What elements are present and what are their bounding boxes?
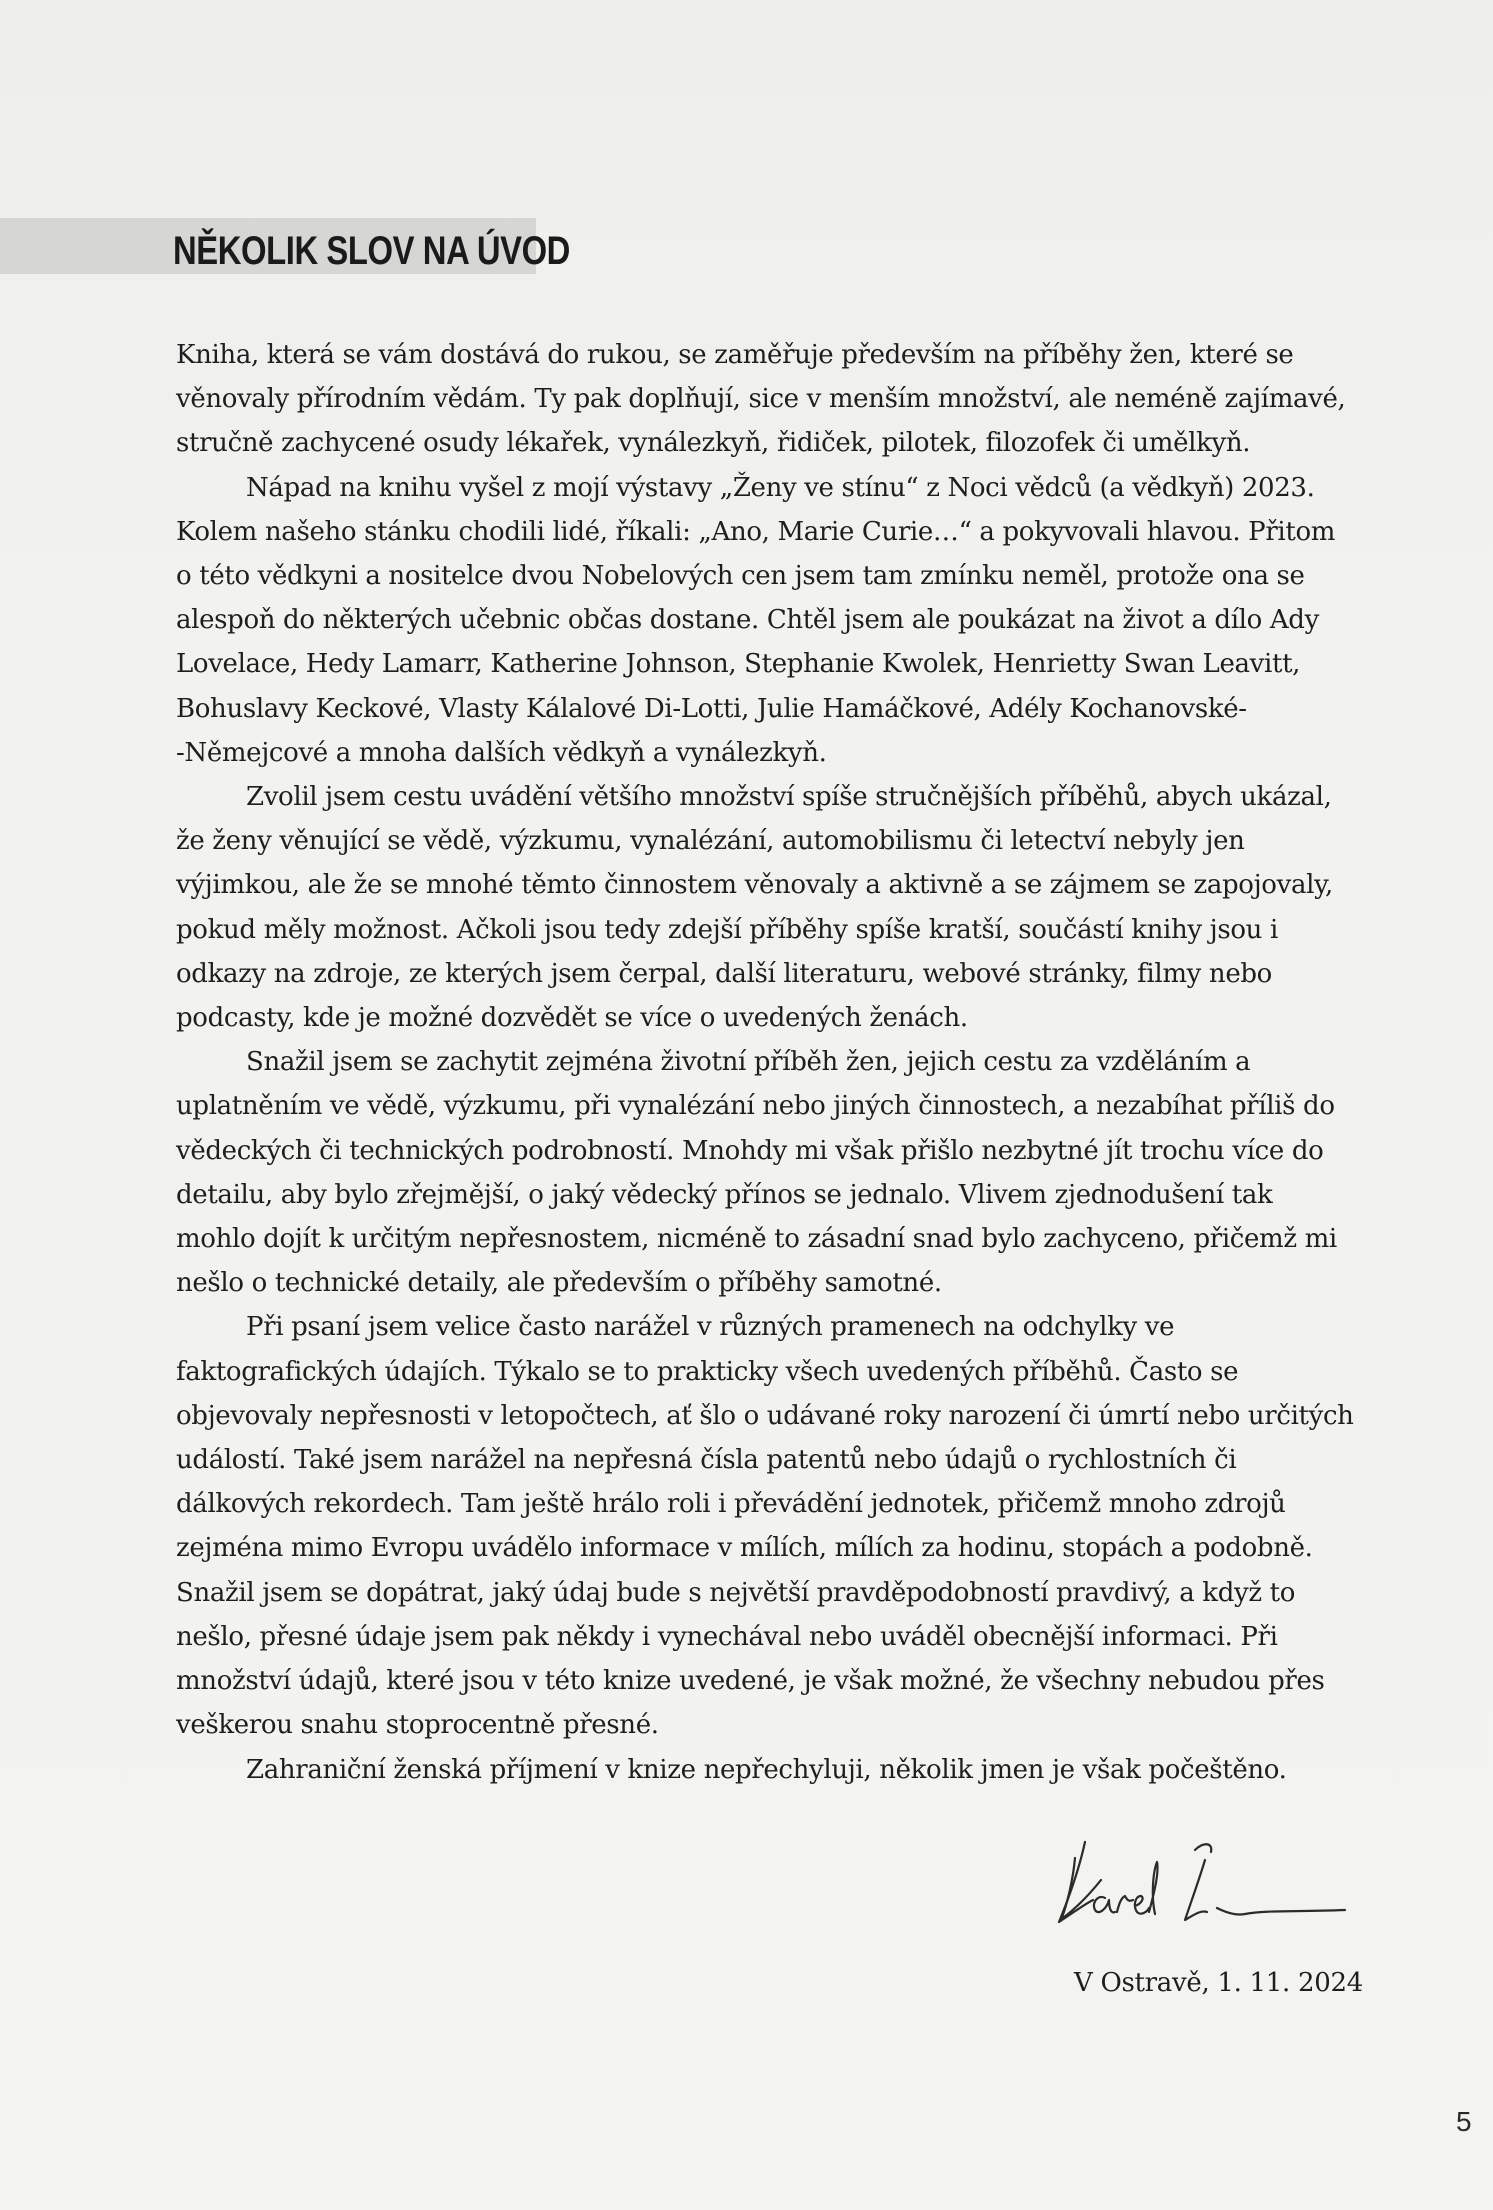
page-number: 5 xyxy=(1456,2106,1472,2137)
chapter-heading: NĚKOLIK SLOV NA ÚVOD xyxy=(173,229,570,273)
body-text xyxy=(176,333,1356,1792)
paragraph-3: Zvolil jsem cestu uvádění většího množství spíše stručnějších příběhů, abych ukázal, že ženy věnující se vědě, výzkumu, vynalézání, automobilismu či letectví nebyly jen výjimkou, ale že se mnohé těmto činnostem věnovaly a aktivně a se zájmem se zapojovaly, pokud měly možnost. Ačkoli jsou tedy zdejší příběhy spíše kratší, součástí knihy jsou i odkazy na zdroje, ze kterých jsem čerpal, další literaturu, webové stránky, filmy nebo podcasty, kde je možné dozvědět se více o uvedených ženách. xyxy=(176,782,1333,1034)
paragraph-1: Kniha, která se vám dostává do rukou, se zaměřuje především na příběhy žen, které se věnovaly přírodním vědám. Ty pak doplňují, sice v menším množství, ale neméně zajímavé, stručně zachycené osudy lékařek, vynálezkyň, řidiček, pilotek, filozofek či umělkyň. xyxy=(176,340,1346,459)
author-signature xyxy=(1045,1820,1365,1940)
paragraph-2: Nápad na knihu vyšel z mojí výstavy „Ženy ve stínu“ z Noci vědců (a vědkyň) 2023. Kolem našeho stánku chodili lidé, říkali: „Ano, Marie Curie…“ a pokyvovali hlavou. Přitom o této vědkyni a nositelce dvou Nobelových cen jsem tam zmínku neměl, protože ona se alespoň do některých učebnic občas dostane. Chtěl jsem ale poukázat na život a dílo Ady Lovelace, Hedy Lamarr, Katherine Johnson, Stephanie Kwolek, Henrietty Swan Leavitt, Bohuslavy Keckové, Vlasty Kálalové Di-Lotti, Julie Hamáčkové, Adély Kochanovské-‑Němejcové a mnoha dalších vědkyň a vynálezkyň. xyxy=(176,472,1336,768)
place-and-date: V Ostravě, 1. 11. 2024 xyxy=(1074,1968,1363,1998)
paragraph-5: Při psaní jsem velice často narážel v různých pramenech na odchylky ve faktografických údajích. Týkalo se to prakticky všech uvedených příběhů. Často se objevovaly nepřesnosti v letopočtech, ať šlo o udávané roky narození či úmrtí nebo určitých událostí. Také jsem narážel na nepřesná čísla patentů nebo údajů o rychlostních či dálkových rekordech. Tam ještě hrálo roli i převádění jednotek, přičemž mnoho zdrojů zejména mimo Evropu uvádělo informace v mílích, mílích za hodinu, stopách a podobně. Snažil jsem se dopátrat, jaký údaj bude s největší pravděpodobností pravdivý, a když to nešlo, přesné údaje jsem pak někdy i vynechával nebo uváděl obecnější informaci. Při množství údajů, které jsou v této knize uvedené, je však možné, že všechny nebudou přes veškerou snahu stoprocentně přesné. xyxy=(176,1312,1354,1741)
paragraph-6: Zahraniční ženská příjmení v knize nepřechyluji, několik jmen je však počeštěno. xyxy=(246,1754,1287,1785)
paragraph-4: Snažil jsem se zachytit zejména životní příběh žen, jejich cestu za vzděláním a uplatněním ve vědě, výzkumu, při vynalézání nebo jiných činnostech, a nezabíhat příliš do vědeckých či technických podrobností. Mnohdy mi však přišlo nezbytné jít trochu více do detailu, aby bylo zřejmější, o jaký vědecký přínos se jednalo. Vlivem zjednodušení tak mohlo dojít k určitým nepřesnostem, nicméně to zásadní snad bylo zachyceno, přičemž mi nešlo o technické detaily, ale především o příběhy samotné. xyxy=(176,1047,1337,1299)
